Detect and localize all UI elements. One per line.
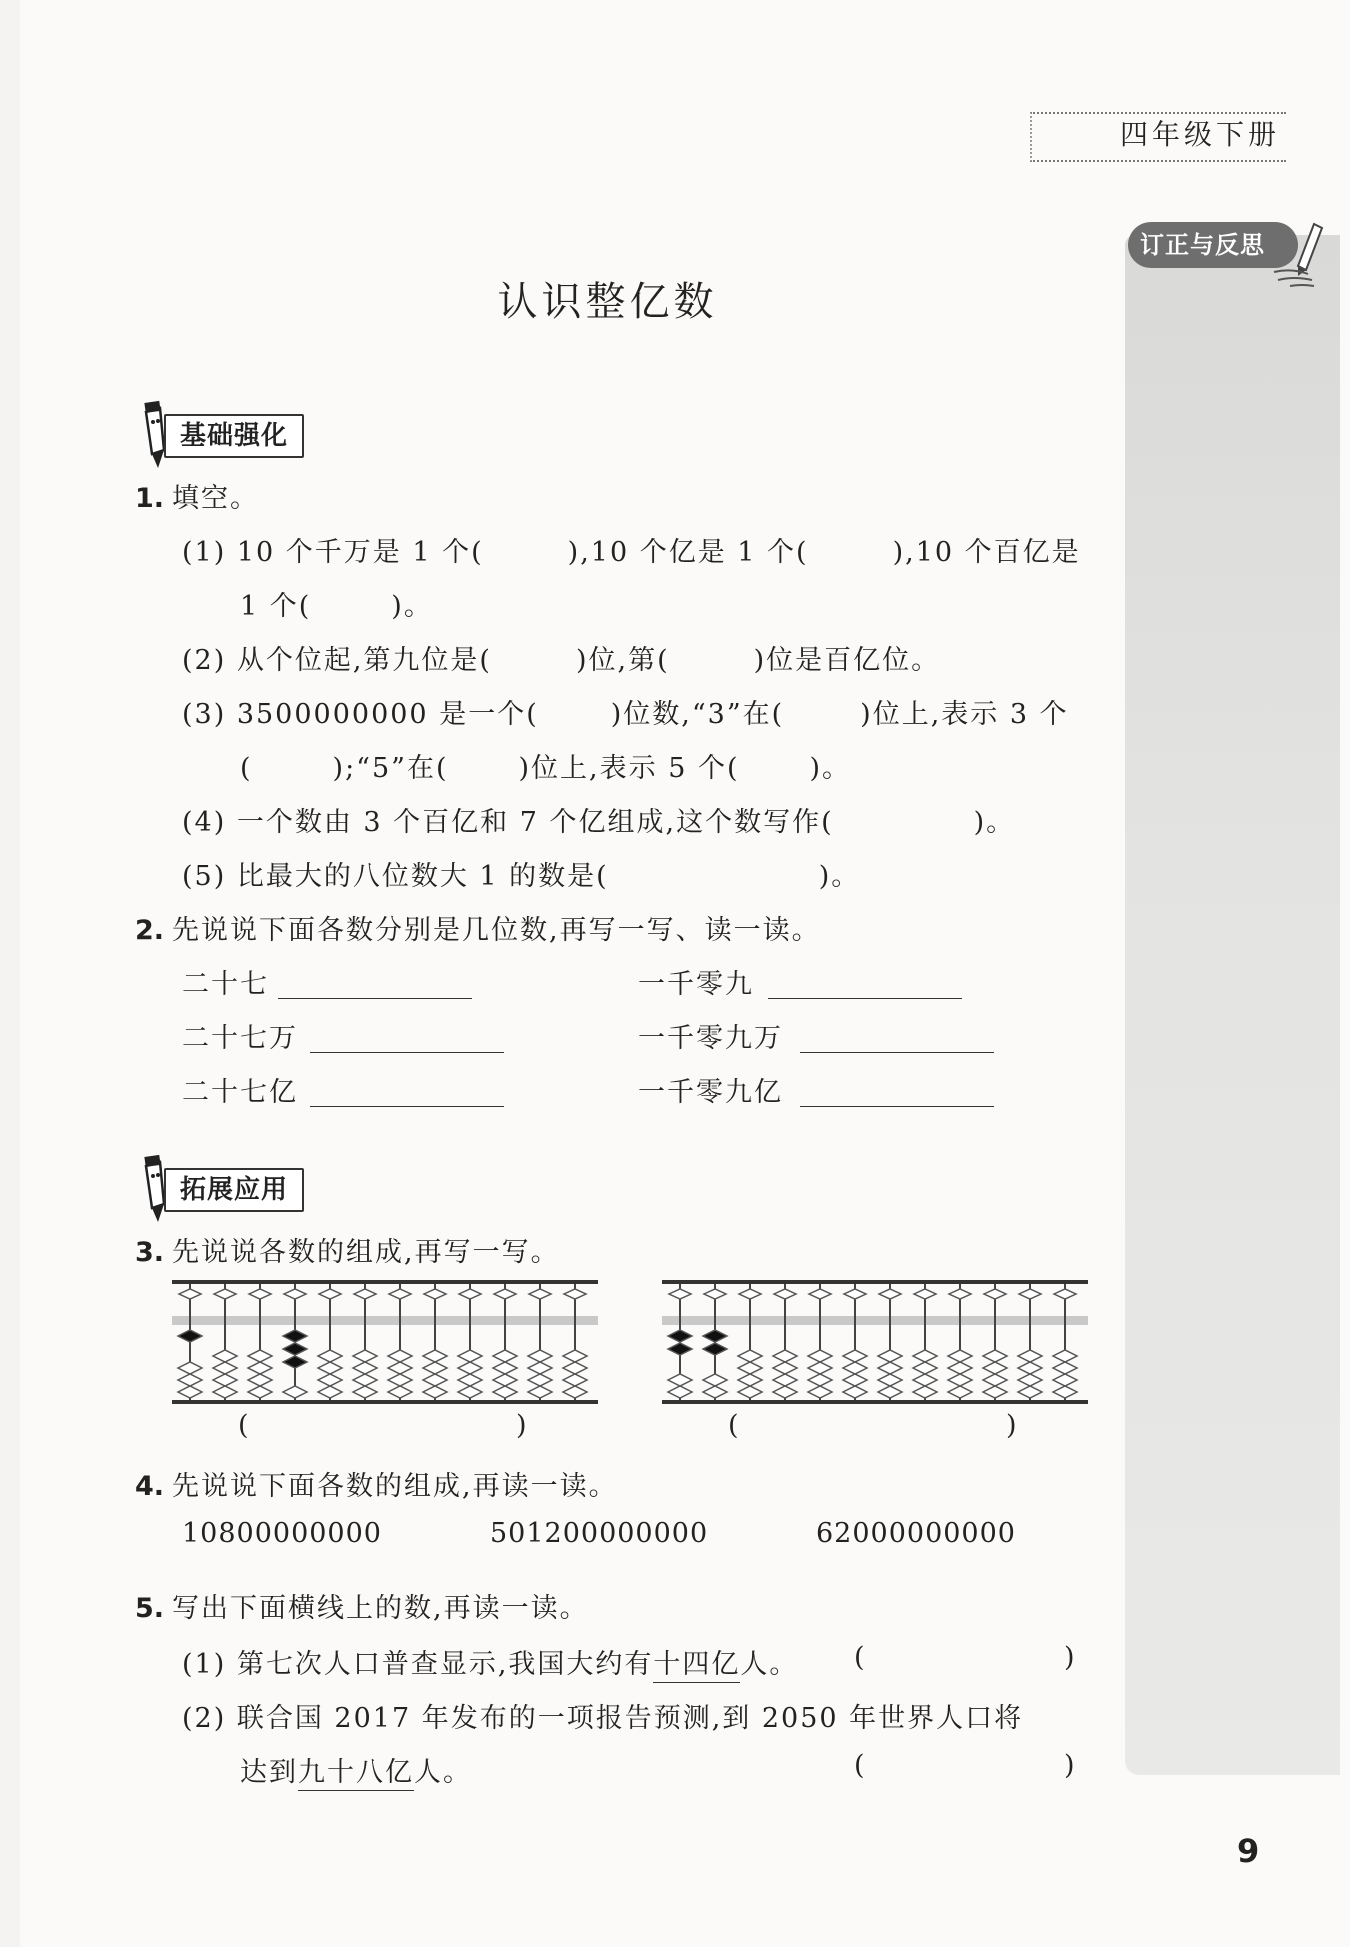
abacus-bead xyxy=(388,1362,412,1374)
q5-answer-2-close: ) xyxy=(1064,1750,1077,1781)
abacus-bead xyxy=(178,1386,202,1398)
question-1: 1. 填空。 xyxy=(135,483,260,514)
abacus-bead xyxy=(458,1386,482,1398)
abacus-bead xyxy=(668,1386,692,1398)
abacus-bead xyxy=(773,1374,797,1386)
abacus-bead xyxy=(878,1386,902,1398)
q5-answer-2-open: ( xyxy=(854,1750,867,1781)
abacus-bead xyxy=(773,1350,797,1362)
abacus-bead xyxy=(913,1350,937,1362)
abacus-bead xyxy=(913,1386,937,1398)
abacus-bead xyxy=(528,1350,552,1362)
abacus-bead xyxy=(178,1362,202,1374)
question-2: 2. 先说说下面各数分别是几位数,再写一写、读一读。 xyxy=(135,915,821,946)
abacus-bead xyxy=(283,1386,307,1398)
abacus-bead xyxy=(668,1343,692,1355)
abacus-bead xyxy=(984,1289,1006,1299)
abacus-bead xyxy=(913,1362,937,1374)
abacus-bead xyxy=(669,1289,691,1299)
abacus-bead xyxy=(703,1343,727,1355)
grade-label: 四年级下册 xyxy=(1030,112,1286,162)
question-4: 4. 先说说下面各数的组成,再读一读。 xyxy=(135,1471,618,1502)
q2-item: 二十七亿 xyxy=(182,1077,298,1108)
abacus-bead xyxy=(704,1289,726,1299)
abacus-bead xyxy=(388,1350,412,1362)
question-5: 5. 写出下面横线上的数,再读一读。 xyxy=(135,1593,589,1624)
abacus-bead xyxy=(493,1386,517,1398)
answer-line[interactable] xyxy=(768,998,962,999)
abacus-bead xyxy=(318,1362,342,1374)
abacus-bead xyxy=(318,1350,342,1362)
abacus-bead xyxy=(459,1289,481,1299)
abacus-bead xyxy=(283,1356,307,1368)
abacus-bead xyxy=(1054,1289,1076,1299)
q1-part-5: (5) 比最大的八位数大 1 的数是( )。 xyxy=(182,861,861,892)
page-title: 认识整亿数 xyxy=(497,279,718,325)
abacus-bead xyxy=(423,1386,447,1398)
abacus-bead xyxy=(458,1374,482,1386)
q5-part-2-cont: 达到九十八亿人。 xyxy=(240,1750,472,1789)
abacus-bead xyxy=(563,1386,587,1398)
abacus-bead xyxy=(423,1374,447,1386)
abacus-bead xyxy=(353,1362,377,1374)
abacus-bead xyxy=(423,1350,447,1362)
abacus-bead xyxy=(1018,1374,1042,1386)
abacus-bead xyxy=(774,1289,796,1299)
q1-part-1-cont: 1 个( )。 xyxy=(240,591,433,622)
underlined-number: 十四亿 xyxy=(653,1649,740,1683)
abacus-bead xyxy=(948,1350,972,1362)
abacus-bead xyxy=(213,1374,237,1386)
abacus-bead xyxy=(458,1350,482,1362)
abacus-bead xyxy=(844,1289,866,1299)
abacus-bead xyxy=(563,1374,587,1386)
abacus-bead xyxy=(318,1386,342,1398)
abacus-bead xyxy=(1053,1362,1077,1374)
abacus-bead xyxy=(668,1374,692,1386)
abacus-bead xyxy=(248,1362,272,1374)
q5-answer-1-close: ) xyxy=(1064,1642,1077,1673)
page-number: 9 xyxy=(1237,1832,1260,1870)
abacus-bead xyxy=(178,1330,202,1342)
abacus-bead xyxy=(354,1289,376,1299)
abacus-bead xyxy=(808,1362,832,1374)
q2-item: 一千零九万 xyxy=(638,1023,783,1054)
abacus-bead xyxy=(528,1374,552,1386)
q3-answer-right-open: ( xyxy=(728,1410,741,1441)
abacus-bead xyxy=(1018,1386,1042,1398)
abacus-bead xyxy=(494,1289,516,1299)
abacus-bead xyxy=(388,1374,412,1386)
question-3: 3. 先说说各数的组成,再写一写。 xyxy=(135,1237,560,1268)
abacus-bead xyxy=(703,1374,727,1386)
abacus-bead xyxy=(738,1350,762,1362)
abacus-bead xyxy=(1053,1374,1077,1386)
abacus-bead xyxy=(1018,1362,1042,1374)
abacus-bead xyxy=(213,1362,237,1374)
abacus-bead xyxy=(738,1362,762,1374)
abacus-bead xyxy=(773,1386,797,1398)
abacus-bead xyxy=(703,1330,727,1342)
abacus-bead xyxy=(179,1289,201,1299)
q2-item: 二十七 xyxy=(182,969,269,1000)
q4-number: 62000000000 xyxy=(816,1518,1016,1549)
abacus-bead xyxy=(283,1330,307,1342)
q4-number: 501200000000 xyxy=(490,1518,709,1549)
abacus-bead xyxy=(424,1289,446,1299)
abacus-bead xyxy=(983,1362,1007,1374)
abacus-bead xyxy=(948,1386,972,1398)
abacus-bead xyxy=(528,1362,552,1374)
abacus-bead xyxy=(1053,1386,1077,1398)
abacus-bead xyxy=(808,1350,832,1362)
abacus-bead xyxy=(1053,1350,1077,1362)
abacus-bead xyxy=(213,1386,237,1398)
abacus-bead xyxy=(914,1289,936,1299)
abacus-bead xyxy=(213,1350,237,1362)
abacus-bead xyxy=(353,1386,377,1398)
abacus-bead xyxy=(319,1289,341,1299)
abacus-bead xyxy=(563,1362,587,1374)
abacus-bead xyxy=(493,1350,517,1362)
abacus-bead xyxy=(738,1374,762,1386)
abacus-bead xyxy=(529,1289,551,1299)
correction-sidebar xyxy=(1125,235,1340,1775)
abacus-bead xyxy=(458,1362,482,1374)
abacus-bead xyxy=(493,1362,517,1374)
abacus-bead xyxy=(843,1362,867,1374)
q1-part-2: (2) 从个位起,第九位是( )位,第( )位是百亿位。 xyxy=(182,645,941,676)
abacus-right xyxy=(662,1280,1088,1404)
abacus-bead xyxy=(248,1386,272,1398)
abacus-bead xyxy=(248,1350,272,1362)
q2-item: 二十七万 xyxy=(182,1023,298,1054)
abacus-bead xyxy=(564,1289,586,1299)
abacus-bead xyxy=(178,1374,202,1386)
abacus-bead xyxy=(983,1374,1007,1386)
abacus-bead xyxy=(703,1386,727,1398)
q3-answer-right-close: ) xyxy=(1006,1410,1019,1441)
q1-part-4: (4) 一个数由 3 个百亿和 7 个亿组成,这个数写作( )。 xyxy=(182,807,1016,838)
abacus-bead xyxy=(1018,1350,1042,1362)
abacus-bead xyxy=(389,1289,411,1299)
abacus-bead xyxy=(738,1386,762,1398)
abacus-bead xyxy=(983,1350,1007,1362)
abacus-bead xyxy=(948,1374,972,1386)
abacus-bead xyxy=(913,1374,937,1386)
q1-part-3: (3) 3500000000 是一个( )位数,“3”在( )位上,表示 3 个 xyxy=(182,699,1069,730)
abacus-bead xyxy=(739,1289,761,1299)
answer-line[interactable] xyxy=(800,1052,994,1053)
abacus-bead xyxy=(773,1362,797,1374)
abacus-bead xyxy=(318,1374,342,1386)
abacus-bead xyxy=(668,1330,692,1342)
q5-part-2: (2) 联合国 2017 年发布的一项报告预测,到 2050 年世界人口将 xyxy=(182,1703,1024,1734)
abacus-bead xyxy=(353,1374,377,1386)
q4-number: 10800000000 xyxy=(182,1518,382,1549)
abacus-bead xyxy=(878,1374,902,1386)
answer-line[interactable] xyxy=(278,998,472,999)
answer-line[interactable] xyxy=(310,1106,504,1107)
q2-item: 一千零九亿 xyxy=(638,1077,783,1108)
abacus-bead xyxy=(528,1386,552,1398)
abacus-bead xyxy=(423,1362,447,1374)
abacus-bead xyxy=(388,1386,412,1398)
abacus-bead xyxy=(353,1350,377,1362)
abacus-bead xyxy=(1019,1289,1041,1299)
abacus-bead xyxy=(808,1386,832,1398)
abacus-bead xyxy=(879,1289,901,1299)
q3-answer-left-open: ( xyxy=(238,1410,251,1441)
abacus-bead xyxy=(878,1362,902,1374)
abacus-left xyxy=(172,1280,598,1404)
q1-part-3-cont: ( );“5”在( )位上,表示 5 个( )。 xyxy=(240,753,852,784)
abacus-bead xyxy=(563,1350,587,1362)
abacus-bead xyxy=(878,1350,902,1362)
abacus-bead xyxy=(214,1289,236,1299)
q5-part-1: (1) 第七次人口普查显示,我国大约有十四亿人。 xyxy=(182,1642,798,1681)
correction-tag: 订正与反思 xyxy=(1128,222,1298,268)
abacus-bead xyxy=(948,1362,972,1374)
abacus-bead xyxy=(843,1350,867,1362)
abacus-bead xyxy=(843,1374,867,1386)
abacus-bead xyxy=(493,1374,517,1386)
answer-line[interactable] xyxy=(800,1106,994,1107)
abacus-bead xyxy=(284,1289,306,1299)
q1-part-1: (1) 10 个千万是 1 个( ),10 个亿是 1 个( ),10 个百亿是 xyxy=(182,537,1081,568)
abacus-bead xyxy=(983,1386,1007,1398)
abacus-bead xyxy=(949,1289,971,1299)
abacus-bead xyxy=(248,1374,272,1386)
answer-line[interactable] xyxy=(310,1052,504,1053)
abacus-bead xyxy=(843,1386,867,1398)
abacus-bead xyxy=(808,1374,832,1386)
q2-item: 一千零九 xyxy=(638,969,754,1000)
abacus-bead xyxy=(249,1289,271,1299)
abacus-bead xyxy=(809,1289,831,1299)
q5-answer-1-open: ( xyxy=(854,1642,867,1673)
underlined-number: 九十八亿 xyxy=(298,1757,414,1791)
q3-answer-left-close: ) xyxy=(516,1410,529,1441)
abacus-bead xyxy=(283,1343,307,1355)
pencil-icon xyxy=(1268,218,1328,290)
